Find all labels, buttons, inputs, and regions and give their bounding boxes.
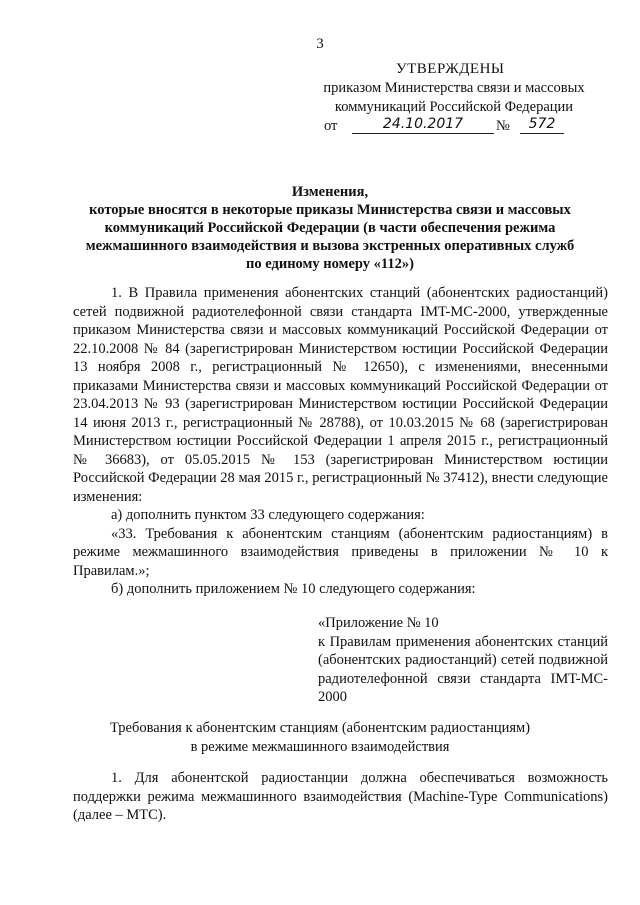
approval-date-line [300,117,600,137]
handwritten-number: 572 [520,115,564,134]
body-text [73,284,608,599]
approval-heading: УТВЕРЖДЕНЫ [396,61,505,77]
handwritten-date: 24.10.2017 [352,115,494,134]
title-line-1: Изменения, [291,184,369,200]
title-line-2: которые вносятся в некоторые приказы Министерства связи и массовых [89,202,571,218]
requirement-1: 1. Для абонентской радиостанции должна обеспечиваться возможность поддержки режима межмашинного взаимодействия (Machine-Type Communications) (далее – MTC). [73,770,608,823]
title-line-4: межмашинного взаимодействия и вызова экстренных оперативных служб [85,238,575,254]
from-label: от [324,118,338,134]
approval-line-2: коммуникаций Российской Федерации [334,99,574,115]
requirements-title-line-1: Требования к абонентским станциям (абонентским радиостанциям) [109,720,531,736]
requirements-body [73,769,608,825]
approval-block [300,60,600,137]
paragraph-1: 1. В Правила применения абонентских станций (абонентских радиостанций) сетей подвижной радиотелефонной связи стандарта IMT-MC-2000, утвержденные приказом Министерства связи и массовых коммуникаций Российской Федерации от 22.10.2008 № 84 (зарегистрирован Министерством юстиции Российской Федерации 13 ноября 2008 г., регистрационный № 12650), с изменениями, внесенными приказами Министерства связи и массовых коммуникаций Российской Федерации от 23.04.2013 № 93 (зарегистрирован Министерством юстиции Российской Федерации 14 июня 2013 г., регистрационный № 28788), от 10.03.2015 № 68 (зарегистрирован Министерством юстиции Российской Федерации 1 апреля 2015 г., регистрационный № 36683), от 05.05.2015 № 153 (зарегистрирован Министерством юстиции Российской Федерации 28 мая 2015 г., регистрационный № 37412), внести следующие изменения: [73,285,608,505]
approval-line-1: приказом Министерства связи и массовых [323,80,585,96]
title-line-5: по единому номеру «112») [246,256,414,272]
requirements-title-line-2: в режиме межмашинного взаимодействия [190,738,450,755]
number-label: № [496,118,510,134]
requirements-title [80,719,560,756]
document-title [60,183,600,273]
page-number: 3 [316,36,324,52]
paragraph-a: а) дополнить пунктом 33 следующего содержания: [111,507,425,523]
appendix-header [318,614,608,707]
paragraph-33: «33. Требования к абонентским станциям (абонентским радиостанциям) в режиме межмашинного взаимодействия приведены в приложении № 10 к Правилам.»; [73,525,608,579]
paragraph-b: б) дополнить приложением № 10 следующего содержания: [111,581,476,597]
appendix-line-1: «Приложение № 10 [318,615,439,631]
appendix-text: к Правилам применения абонентских станций (абонентских радиостанций) сетей подвижной радиотелефонной связи стандарта IMT-MC-2000 [318,633,608,705]
title-line-3: коммуникаций Российской Федерации (в части обеспечения режима [104,220,556,236]
